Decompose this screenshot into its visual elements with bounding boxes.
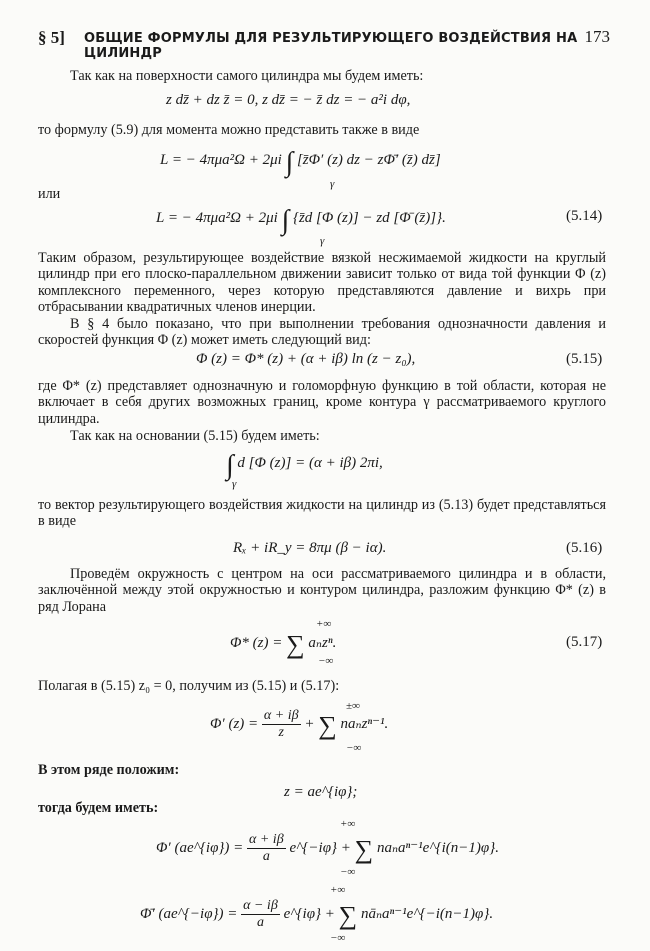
sum-upper-limit: +∞ [340,818,356,830]
paragraph: то формулу (5.9) для момента можно представить также в виде [38,122,420,138]
equation-moment-a: L = − 4πμa²Ω + 2μi ∫ [z̄Φ′ (z) dz − zΦ̄′ (z̄) dz̄] [160,147,441,178]
paragraph: тогда будем иметь: [38,800,159,816]
fraction: $\frac{\alpha - i\beta}{a}$ [243,898,278,930]
equation-surface: z dz̄ + dz z̄ = 0, z dz̄ = − z̄ dz = − a²i dφ, [166,92,411,108]
equation-number: (5.14) [566,208,603,224]
sum-sign: ∑ [318,710,337,740]
equation-laurent: Φ* (z) = ∑ aₙzⁿ. [230,630,337,659]
equation-number: (5.17) [566,634,603,650]
paragraph: или [38,186,61,202]
equation-phi: Φ (z) = Φ* (z) + (α + iβ) ln (z − z₀), [196,351,416,367]
sum-sign: ∑ [354,834,374,864]
paragraph: Так как на основании (5.15) будем иметь: [70,428,320,444]
integral-sign: ∫ [285,147,294,178]
sum-lower-limit: −∞ [346,742,362,754]
sum-upper-limit: ±∞ [346,700,360,712]
integral-contour: γ [330,178,335,190]
section-marker: § 5] [38,28,65,47]
sum-upper-limit: +∞ [330,884,346,896]
page-number: 173 [584,27,610,46]
equation-number: (5.15) [566,351,603,367]
sum-upper-limit: +∞ [316,618,332,630]
fraction: $\frac{\alpha + i\beta}{z}$ [263,708,299,740]
sum-sign: ∑ [338,900,358,930]
integral-sign: ∫ [226,450,234,481]
sum-lower-limit: −∞ [330,932,346,944]
paragraph: В § 4 было показано, что при выполнении требования однозначности давления и скоростей функция Φ (z) может иметь следующий вид: [38,316,606,349]
running-header [38,27,610,61]
sum-sign: ∑ [286,630,305,659]
paragraph: то вектор результирующего воздействия жидкости на цилиндр из (5.13) будет представляться в виде [38,497,606,530]
integral-contour: γ [232,478,237,490]
equation-number: (5.16) [566,540,603,556]
paragraph: Таким образом, результирующее воздействие вязкой несжимаемой жидкости на круглый цилиндр при его плоско-параллельном движении зависит только от вида той функции Φ (z) комплексного переменного, через которую представляются давление и вихрь при отбрасывании квадратичных членов инерции. [38,250,606,316]
equation-derivative-on-circle: Φ′ (ae^{iφ}) = $\frac{\alpha + i\beta}{a}$ e^{−iφ} + ∑ naₙaⁿ⁻¹e^{i(n−1)φ}. [156,832,499,864]
equation-conjugate-on-circle: Φ̄′ (ae^{−iφ}) = $\frac{\alpha - i\beta}{a}$ e^{iφ} + ∑ nāₙaⁿ⁻¹e^{−i(n−1)φ}. [140,898,494,930]
equation-integral-phi: ∫ d [Φ (z)] = (α + iβ) 2πi, [226,450,383,481]
paragraph: Так как на поверхности самого цилиндра мы будем иметь: [70,68,424,84]
sum-lower-limit: −∞ [318,655,334,667]
integral-sign: ∫ [281,205,290,236]
paragraph: Проведём окружность с центром на оси рассматриваемого цилиндра и в области, заключённой между этой окружностью и контуром цилиндра, разложим функцию Φ* (z) в ряд Лорана [38,566,606,615]
paragraph: где Φ* (z) представляет однозначную и голоморфную функцию в той области, которая не включает в себя других возможных границ, кроме контура γ рассматриваемого круглого цилиндра. [38,378,606,427]
equation-derivative: Φ′ (z) = $\frac{\alpha + i\beta}{z}$ + ∑ naₙzⁿ⁻¹. [210,708,389,740]
integral-contour: γ [320,235,325,247]
sum-lower-limit: −∞ [340,866,356,878]
paragraph: В этом ряде положим: [38,762,180,778]
equation-substitution: z = ae^{iφ}; [284,784,358,800]
header-title: ОБЩИЕ ФОРМУЛЫ ДЛЯ РЕЗУЛЬТИРУЮЩЕГО ВОЗДЕЙСТВИЯ НА ЦИЛИНДР [84,31,578,61]
equation-force: Rₓ + iR_y = 8πμ (β − iα). [233,540,387,556]
paragraph: Полагая в (5.15) z₀ = 0, получим из (5.15) и (5.17): [38,678,340,694]
fraction: $\frac{\alpha + i\beta}{a}$ [249,832,284,864]
equation-moment-b: L = − 4πμa²Ω + 2μi ∫ {z̄d [Φ (z)] − zd [Φ̄ (z̄)]}. [156,205,446,236]
